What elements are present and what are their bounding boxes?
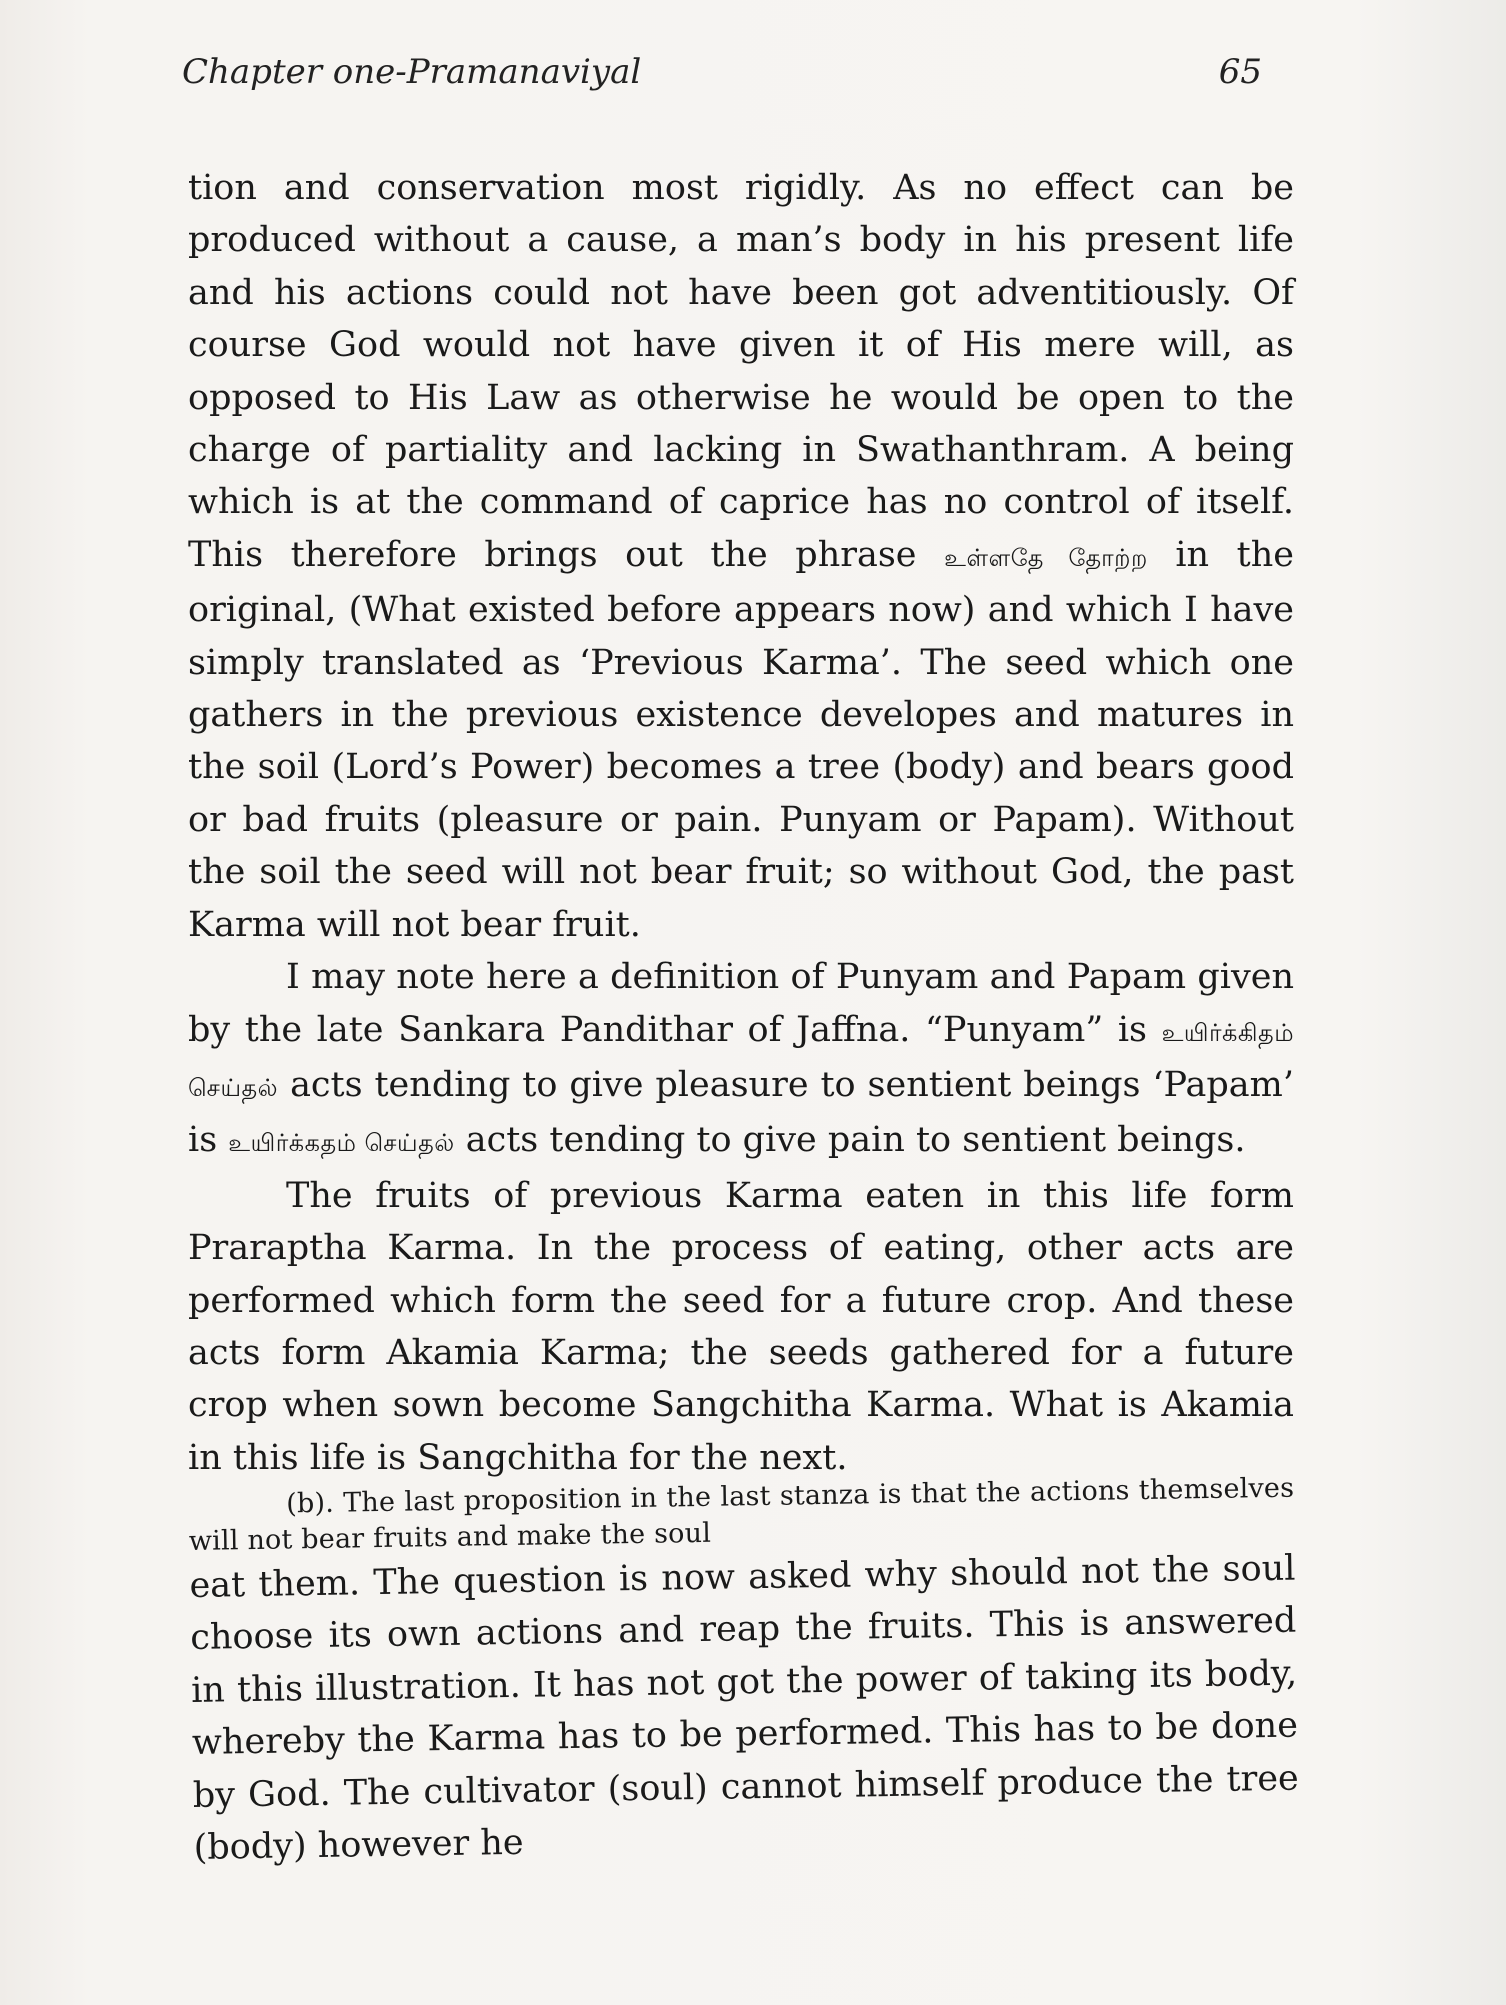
page-header (182, 52, 1262, 112)
running-head: Chapter one-Pramanaviyal (182, 52, 642, 92)
paragraph-2-text-c: acts tending to give pain to sentient beings. (465, 1120, 1246, 1161)
page-number: 65 (1218, 52, 1262, 92)
paragraph-2-text-a: I may note here a definition of Punyam and Papam given by the late Sankara Pandithar of Jaffna. “Punyam” is (188, 957, 1294, 1050)
paragraph-2-text-b: acts tending to give pleasure to sentient beings ‘Papam’ is (188, 1064, 1294, 1161)
curled-bottom-section (188, 1471, 1300, 1875)
tamil-phrase-papam: உயிர்க்கதம் செய்தல் (228, 1129, 455, 1158)
paragraph-3: The fruits of previous Karma eaten in this life form Praraptha Karma. In the process of eating, other acts are performed which form the seed for a future crop. And these acts form Akamia Karma; the seeds gathered for a future crop when sown become Sangchitha Karma. What is Akamia in this life is Sangchitha for the next. (188, 1175, 1294, 1478)
paragraph-1-text-b: in the original, (What existed before appears now) and which I have simply translated as ‘Previous Karma’. The seed which one gathers in the previous existence developes and matures in the soil (Lord’s Power) becomes a tree (body) and bears good or bad fruits (pleasure or pain. Punyam or Papam). Without the soil the seed will not bear fruit; so without God, the past Karma will not bear fruit. (188, 534, 1294, 945)
tamil-phrase-ullathe-thotra: உள்ளதே தோற்ற (944, 543, 1148, 572)
paragraph-1 (188, 162, 1294, 951)
paragraph-4: eat them. The question is now asked why should not the soul choose its own actions and reap the fruits. This is answered in this illustration. It has not got the power of taking its body, whereby the Karma has to be performed. This has to be done by God. The cultivator (soul) cannot himself produce the tree (body) however he (189, 1548, 1300, 1869)
page-body (188, 162, 1300, 1875)
paragraph-4-lead: (b). The last proposition in the last stanza is that the actions themselves will not bear fruits and make the soul (188, 1472, 1295, 1558)
tamil-phrase-punyam: உயிர்க்கிதம் செய்தல் (188, 1018, 1294, 1102)
paragraph-2 (188, 951, 1294, 1170)
paragraph-1-text-a: tion and conservation most rigidly. As no effect can be produced without a cause, a man’s body in his present life and his actions could not have been got adventitiously. Of course God would not have given it of His mere will, as opposed to His Law as otherwise he would be open to the charge of partiality and lacking in Swathanthram. A being which is at the command of caprice has no control of itself. This therefore brings out the phrase (188, 168, 1294, 575)
